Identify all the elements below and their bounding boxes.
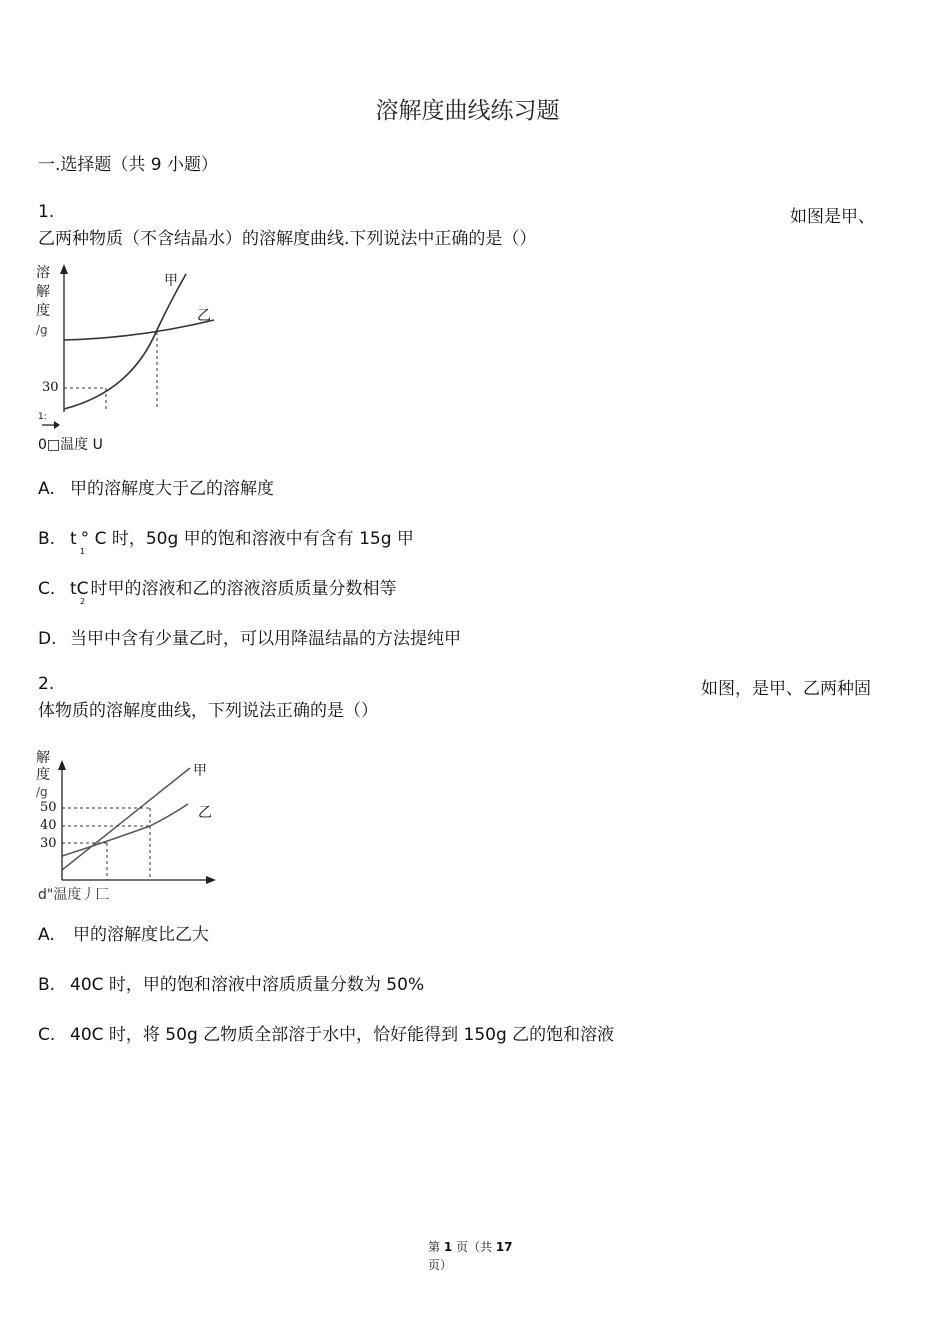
q1-y-label-char: 解 (36, 284, 50, 300)
q2-y-tick-30: 30 (40, 836, 57, 851)
q1-number: 1. (38, 202, 55, 222)
footer-line2: 页） (428, 1258, 453, 1272)
q1-option-c[interactable] (38, 574, 397, 606)
footer-prefix: 第 (428, 1240, 444, 1254)
q1-stem-line2: 乙两种物质（不含结晶水）的溶解度曲线.下列说法中正确的是（） (38, 229, 537, 249)
q1-option-a[interactable] (38, 474, 274, 499)
option-label: C. (38, 579, 56, 599)
q1-series-yi: 乙 (197, 308, 211, 324)
q1-origin-small: 1: (38, 412, 47, 422)
option-text: 甲的溶解度比乙大 (73, 925, 209, 945)
page-title: 溶解度曲线练习题 (375, 98, 560, 124)
q1-y-label-char: 溶 (36, 265, 50, 281)
option-label: A. (38, 479, 55, 499)
q1-curve-jia (64, 274, 186, 409)
q2-series-jia: 甲 (193, 763, 207, 779)
option-temp-symbol: tC (70, 579, 89, 599)
q1-stem-right: 如图是甲、 (790, 207, 875, 227)
q2-y-label-char: /g (36, 785, 48, 799)
q2-y-label-char: 解 (36, 750, 50, 766)
option-subscript: 2 (80, 597, 86, 606)
q2-option-a[interactable] (38, 920, 209, 945)
q1-y-label-char: /g (36, 323, 48, 337)
q2-number: 2. (38, 674, 55, 694)
q1-series-jia: 甲 (164, 273, 178, 289)
option-text: 40C 时，甲的饱和溶液中溶质质量分数为 50% (70, 975, 425, 995)
q1-y-axis-arrow (60, 264, 68, 274)
option-label: A. (38, 925, 55, 945)
q1-option-b[interactable] (38, 524, 414, 556)
q2-line-yi (62, 804, 188, 856)
q1-y-tick-30: 30 (42, 380, 59, 395)
option-text: ° C 时，50g 甲的饱和溶液中有含有 15g 甲 (80, 529, 414, 549)
option-text: 40C 时，将 50g 乙物质全部溶于水中，恰好能得到 150g 乙的饱和溶液 (70, 1025, 615, 1045)
q1-y-label-char: 度 (36, 303, 50, 319)
q1-curve-yi (64, 320, 214, 340)
q1-x-axis-arrow (54, 421, 60, 429)
q2-series-yi: 乙 (198, 805, 212, 821)
q2-line-jia (62, 768, 190, 870)
q2-y-tick-40: 40 (40, 818, 57, 833)
option-subscript: 1 (80, 547, 86, 556)
footer-total-pages: 17 (495, 1240, 513, 1254)
page-footer (428, 1238, 513, 1274)
footer-page-number: 1 (443, 1240, 453, 1254)
q2-x-caption: d"温度丿匚 (38, 887, 110, 903)
section-heading: 一.选择题（共 9 小题） (38, 155, 219, 175)
q2-stem-right: 如图，是甲、乙两种固 (701, 679, 871, 699)
footer-mid: 页（共 (452, 1240, 496, 1254)
q1-chart-svg (30, 262, 230, 432)
option-text: 时甲的溶液和乙的溶液溶质质量分数相等 (90, 579, 397, 599)
option-label: B. (38, 975, 56, 995)
q2-stem-line2: 体物质的溶解度曲线，下列说法正确的是（） (38, 701, 378, 721)
option-text: 甲的溶解度大于乙的溶解度 (70, 479, 274, 499)
footer-line1 (428, 1238, 513, 1256)
q1-x-caption: 0□温度 U (38, 437, 103, 453)
q2-y-tick-50: 50 (40, 800, 57, 815)
q2-y-axis-arrow (58, 760, 66, 770)
option-label: B. (38, 529, 56, 549)
option-label: D. (38, 629, 57, 649)
option-text: 当甲中含有少量乙时，可以用降温结晶的方法提纯甲 (70, 629, 461, 649)
q2-option-b[interactable] (38, 970, 424, 995)
q2-y-label-char: 度 (36, 767, 50, 783)
q2-x-axis-arrow (206, 876, 216, 884)
q1-option-d[interactable] (38, 624, 461, 649)
option-temp-symbol: t (70, 529, 77, 549)
q2-option-c[interactable] (38, 1020, 614, 1045)
option-label: C. (38, 1025, 56, 1045)
